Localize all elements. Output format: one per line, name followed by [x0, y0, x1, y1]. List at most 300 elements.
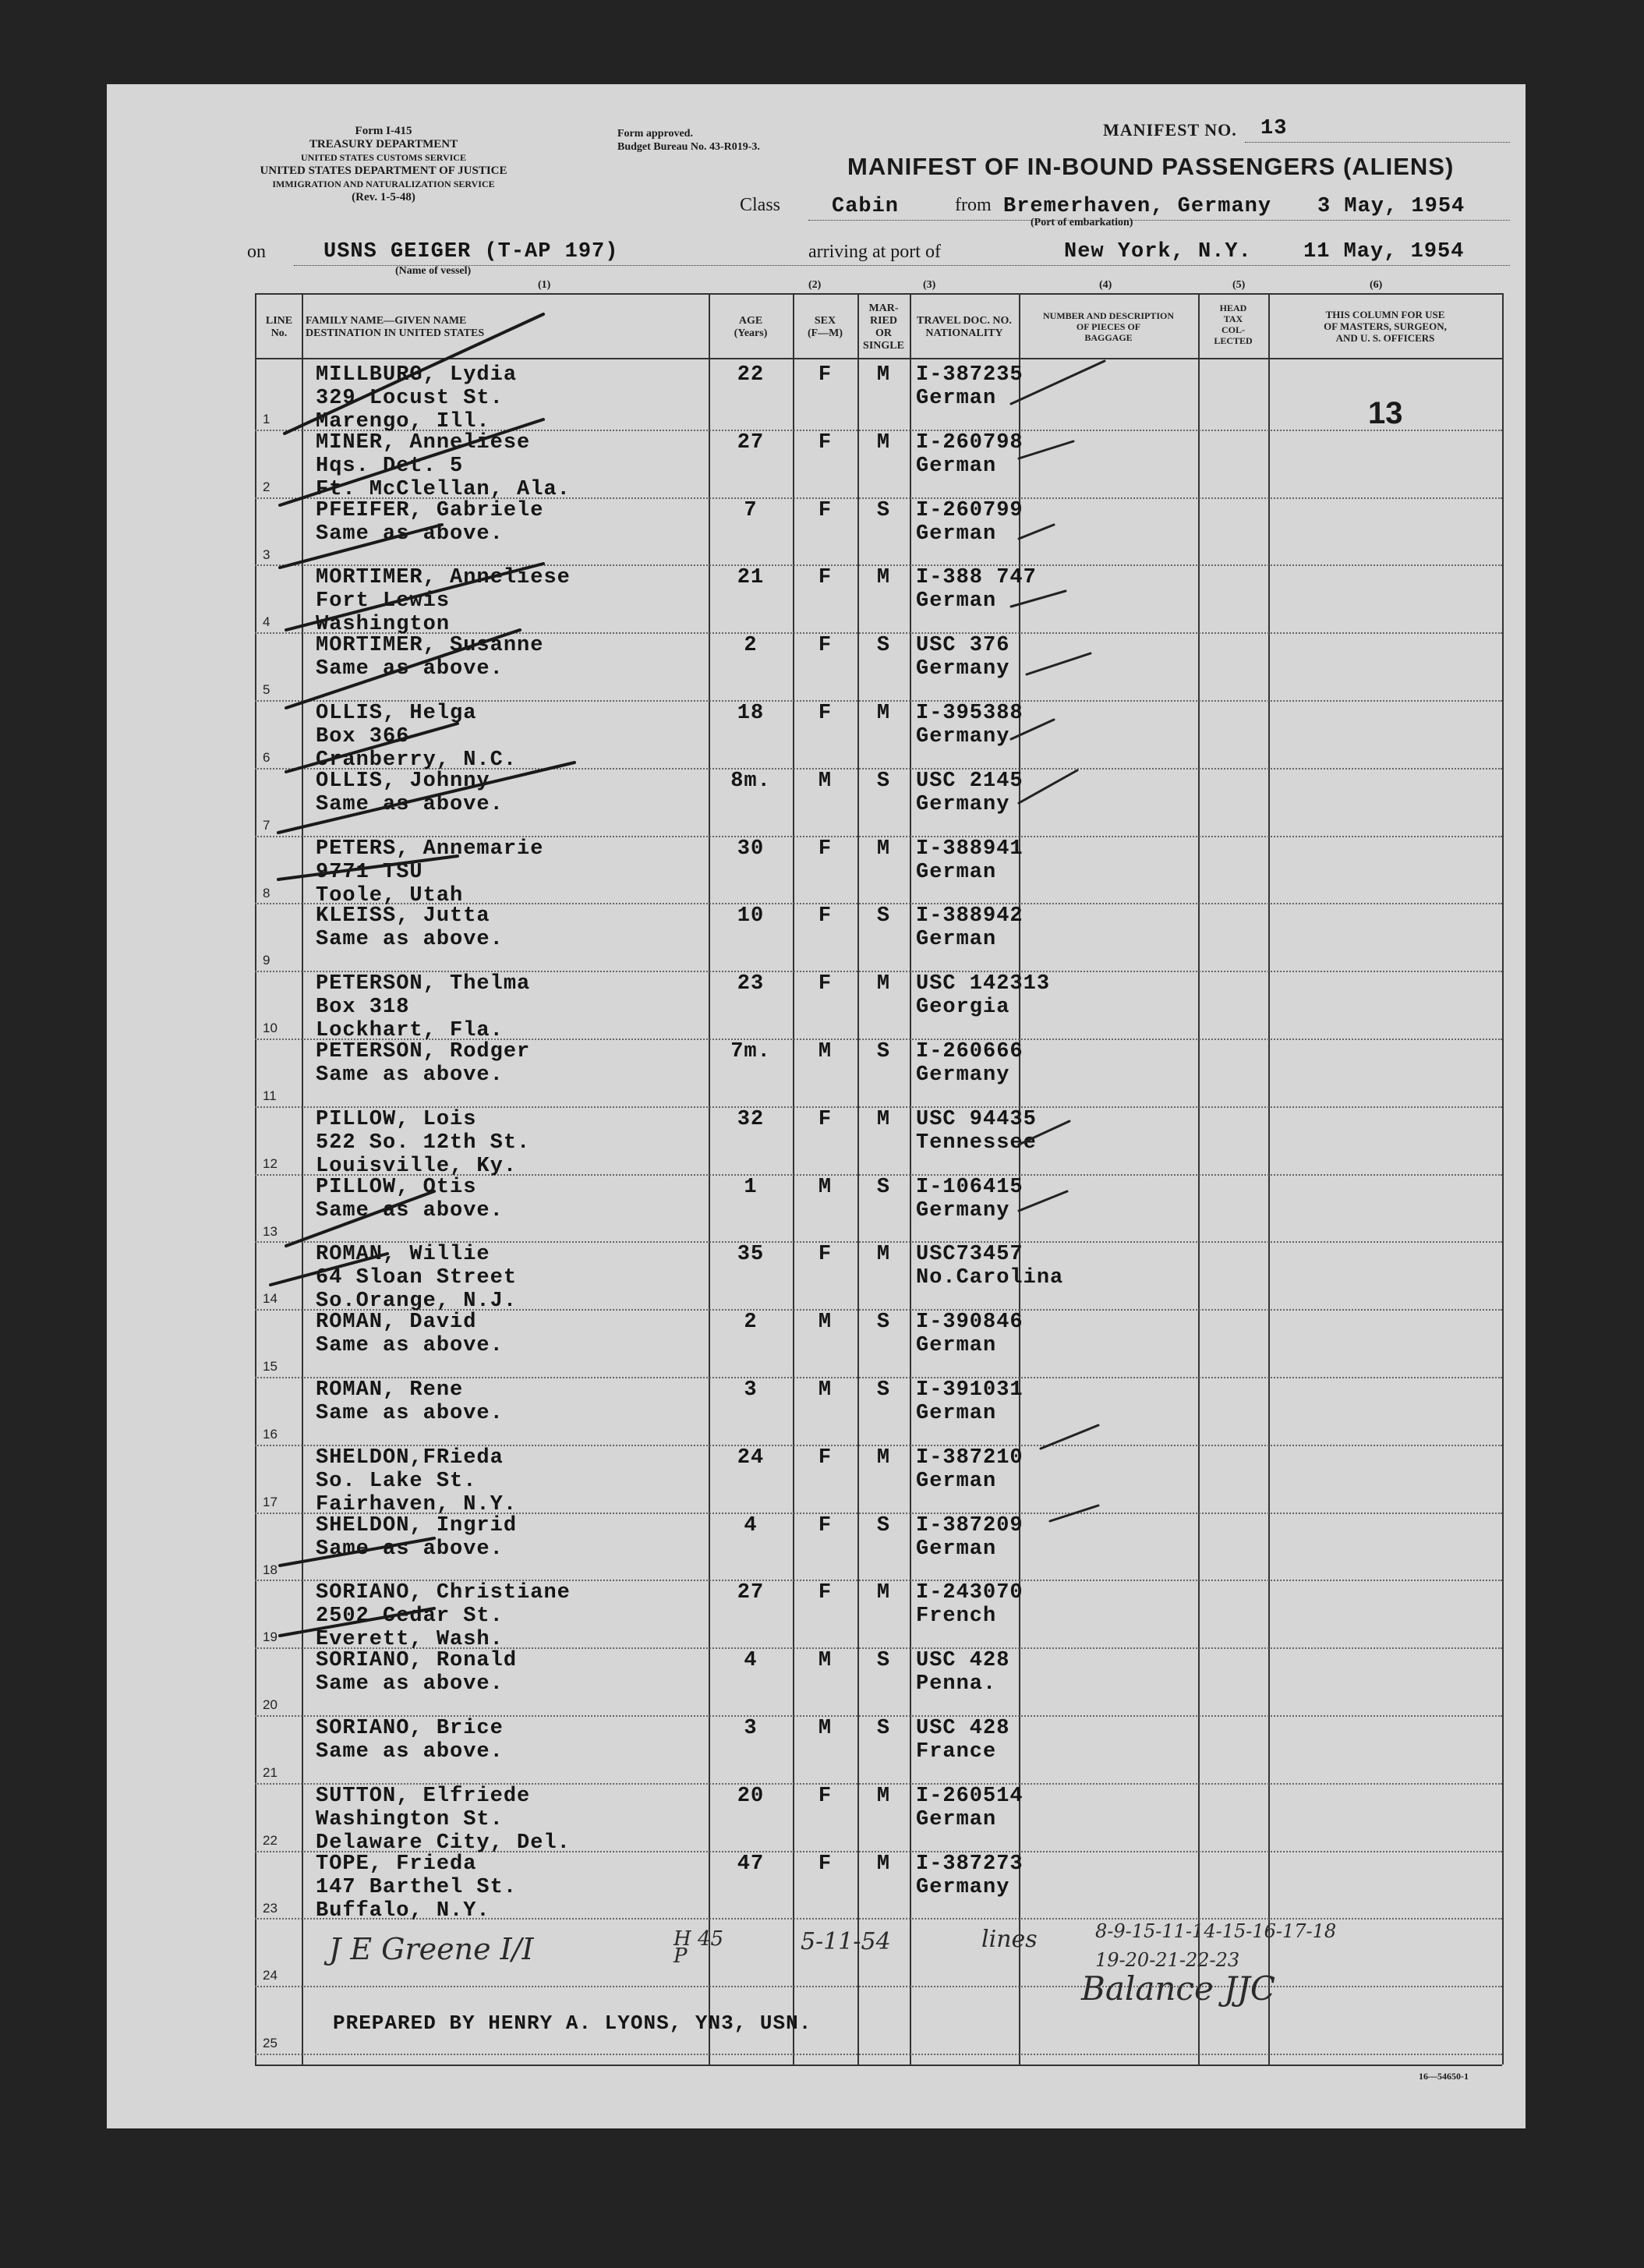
passenger-nationality: German [916, 1807, 997, 1831]
passenger-sex: F [818, 1445, 833, 1470]
passenger-age: 1 [744, 1175, 758, 1199]
on-label: on [247, 242, 266, 262]
passenger-address-1: Same as above. [316, 1537, 504, 1561]
table-row [316, 1108, 530, 1178]
header-married: MAR- RIED OR SINGLE [863, 303, 904, 352]
passenger-travel-doc [916, 634, 1009, 681]
passenger-travel-doc [916, 499, 1024, 546]
passenger-travel-doc [916, 837, 1024, 884]
passenger-address-2: Marengo, Ill. [316, 410, 490, 433]
passenger-nationality: German [916, 1537, 997, 1561]
line-number: 21 [263, 1765, 278, 1780]
passenger-travel-doc [916, 1514, 1024, 1561]
travel-doc-number: I-387235 [916, 363, 1024, 387]
passenger-name: OLLIS, Helga [316, 702, 477, 725]
passenger-nationality: German [916, 860, 997, 884]
passenger-name: PETERSON, Thelma [316, 972, 531, 996]
balance-annotation: Balance JJC [1081, 1969, 1275, 2008]
passenger-address-1: Same as above. [316, 1063, 504, 1087]
table-row [316, 1852, 517, 1923]
passenger-age: 18 [737, 702, 765, 725]
passenger-address-2: Cranberry, N.C. [316, 748, 518, 772]
passenger-nationality: Germany [916, 792, 1010, 816]
manifest-number: 13 [1260, 117, 1288, 140]
header-sex: SEX (F—M) [807, 315, 843, 339]
passenger-address-2: Toole, Utah [316, 883, 464, 908]
passenger-sex: F [818, 1513, 833, 1537]
travel-doc-number: I-260666 [916, 1040, 1024, 1063]
travel-doc-number: I-260798 [916, 430, 1024, 455]
passenger-nationality: Germany [916, 725, 1010, 748]
passenger-nationality: Penna. [916, 1672, 997, 1697]
passenger-travel-doc [916, 1649, 1009, 1696]
passenger-nationality: French [916, 1605, 997, 1629]
passenger-sex: M [818, 769, 833, 793]
passenger-age: 23 [737, 972, 765, 996]
passenger-address-1: 329 Locust St. [316, 387, 504, 410]
line-number: 10 [263, 1021, 278, 1036]
passenger-address-2: Buffalo, N.Y. [316, 1898, 490, 1923]
column-divider [1502, 293, 1504, 2065]
passenger-name: MORTIMER, Anneliese [316, 566, 571, 590]
line-number: 16 [263, 1427, 278, 1442]
passenger-name: SORIANO, Brice [316, 1717, 504, 1740]
passenger-marital: S [876, 498, 891, 522]
line-number: 9 [263, 953, 270, 968]
table-row [316, 837, 543, 908]
passenger-name: ROMAN, Rene [316, 1378, 464, 1402]
header-line-no: LINE No. [265, 315, 293, 339]
passenger-name: MORTIMER, Susanne [316, 634, 544, 658]
travel-doc-number: I-390846 [916, 1311, 1024, 1335]
table-row [316, 904, 504, 951]
travel-doc-number: I-260514 [916, 1784, 1024, 1808]
passenger-name: PILLOW, Lois [316, 1107, 477, 1131]
passenger-sex: F [818, 1852, 833, 1876]
table-row [316, 1514, 517, 1561]
justice-department: UNITED STATES DEPARTMENT OF JUSTICE [260, 165, 507, 177]
passenger-address-2: Ft. McClellan, Ala. [316, 477, 571, 501]
passenger-travel-doc [916, 702, 1024, 748]
passenger-sex: M [818, 1717, 833, 1740]
passenger-address-2: Fairhaven, N.Y. [316, 1492, 518, 1516]
passenger-nationality: France [916, 1740, 997, 1764]
header-head-tax: HEAD TAX COL- LECTED [1214, 303, 1253, 346]
passenger-name: SORIANO, Christiane [316, 1581, 571, 1605]
travel-doc-number: I-388942 [916, 904, 1024, 929]
passenger-name: ROMAN, David [316, 1311, 477, 1335]
passenger-travel-doc [916, 363, 1024, 410]
table-row [316, 1785, 571, 1855]
passenger-name: SORIANO, Ronald [316, 1649, 518, 1673]
passenger-sex: F [818, 498, 833, 522]
passenger-sex: F [818, 566, 833, 590]
passenger-address-2: Louisville, Ky. [316, 1154, 518, 1178]
header-travel-doc: TRAVEL DOC. NO. NATIONALITY [917, 315, 1012, 339]
class-value: Cabin [832, 195, 900, 218]
passenger-address-2: Lockhart, Fla. [316, 1019, 504, 1043]
column-number-3: (3) [923, 279, 936, 291]
embarkation-caption: (Port of embarkation) [1031, 217, 1133, 228]
class-label: Class [740, 195, 781, 215]
table-row [316, 770, 504, 816]
arrival-date: 11 May, 1954 [1303, 240, 1465, 264]
footer-code: 16—54650-1 [1419, 2071, 1469, 2082]
travel-doc-number: I-387273 [916, 1852, 1024, 1876]
line-number: 8 [263, 885, 270, 900]
form-agency-block [239, 125, 528, 204]
line-number: 11 [263, 1088, 277, 1103]
passenger-name: PETERS, Annemarie [316, 837, 544, 861]
passenger-marital: M [876, 1581, 891, 1605]
passenger-nationality: Germany [916, 1063, 1010, 1087]
table-bottom-border [255, 2065, 1502, 2066]
passenger-nationality: Tennessee [916, 1130, 1037, 1155]
passenger-sex: F [818, 1107, 833, 1131]
travel-doc-number: I-391031 [916, 1378, 1024, 1402]
column-divider [1198, 293, 1200, 2065]
departure-date: 3 May, 1954 [1317, 195, 1465, 218]
form-number: Form I-415 [355, 125, 412, 137]
line-number: 12 [263, 1155, 278, 1171]
passenger-marital: S [876, 1040, 891, 1063]
passenger-address-1: Same as above. [316, 1672, 504, 1697]
passenger-address-2: Everett, Wash. [316, 1628, 504, 1652]
passenger-name: SHELDON,FRieda [316, 1445, 504, 1470]
line-number: 1 [263, 412, 270, 426]
passenger-sex: M [818, 1378, 833, 1402]
travel-doc-number: I-243070 [916, 1581, 1024, 1605]
line-number: 24 [263, 1968, 278, 1983]
passenger-address-2: Washington [316, 613, 451, 637]
passenger-name: TOPE, Frieda [316, 1852, 477, 1876]
passenger-nationality: Germany [916, 657, 1010, 681]
line-number: 4 [263, 614, 270, 630]
table-row [316, 1311, 504, 1357]
passenger-travel-doc [916, 566, 1037, 613]
line-number: 23 [263, 1900, 278, 1916]
travel-doc-number: USC 142313 [916, 972, 1051, 996]
passenger-name: SHELDON, Ingrid [316, 1513, 518, 1537]
passenger-travel-doc [916, 1243, 1063, 1290]
travel-doc-number: I-395388 [916, 702, 1024, 725]
passenger-sex: M [818, 1040, 833, 1063]
line-number: 22 [263, 1832, 278, 1848]
passenger-nationality: German [916, 454, 997, 478]
line-number: 17 [263, 1494, 278, 1509]
passenger-travel-doc [916, 1717, 1009, 1764]
passenger-age: 32 [737, 1107, 765, 1131]
customs-service: UNITED STATES CUSTOMS SERVICE [301, 152, 466, 163]
passenger-address-1: 2502 Cedar St. [316, 1605, 504, 1629]
ins-service: IMMIGRATION AND NATURALIZATION SERVICE [272, 179, 495, 189]
row-separator [255, 1986, 1502, 1987]
passenger-nationality: No.Carolina [916, 1266, 1064, 1290]
treasury-department: TREASURY DEPARTMENT [309, 138, 458, 150]
passenger-nationality: Georgia [916, 996, 1010, 1020]
inspector-code: H 45 P [674, 1927, 724, 1968]
passenger-nationality: German [916, 387, 997, 410]
passenger-travel-doc [916, 1852, 1024, 1899]
passenger-sex: F [818, 904, 833, 929]
passenger-name: MILLBURG, Lydia [316, 363, 518, 387]
passenger-age: 2 [744, 1311, 758, 1335]
table-row [316, 1717, 504, 1764]
travel-doc-number: I-387210 [916, 1445, 1024, 1470]
passenger-sex: F [818, 702, 833, 725]
passenger-travel-doc [916, 904, 1024, 951]
travel-doc-number: I-388 747 [916, 566, 1037, 590]
passenger-travel-doc [916, 1581, 1024, 1628]
passenger-age: 27 [737, 1581, 765, 1605]
arriving-label: arriving at port of [808, 242, 941, 262]
passenger-sex: F [818, 1784, 833, 1808]
passenger-age: 10 [737, 904, 765, 929]
passenger-marital: S [876, 1175, 891, 1199]
passenger-address-1: Same as above. [316, 522, 504, 546]
form-approval [617, 127, 760, 154]
passenger-marital: M [876, 430, 891, 455]
column-number-4: (4) [1099, 279, 1112, 291]
passenger-address-1: Same as above. [316, 1402, 504, 1425]
table-row [316, 1649, 517, 1696]
passenger-marital: M [876, 566, 891, 590]
passenger-address-2: Delaware City, Del. [316, 1831, 571, 1855]
passenger-name: OLLIS, Johnny [316, 769, 490, 793]
header-age: AGE (Years) [734, 315, 768, 339]
passenger-age: 27 [737, 430, 765, 455]
line-number: 19 [263, 1629, 278, 1645]
passenger-address-1: 147 Barthel St. [316, 1875, 518, 1899]
passenger-name: PILLOW, Otis [316, 1175, 477, 1199]
line-number: 6 [263, 750, 270, 765]
passenger-sex: F [818, 972, 833, 996]
passenger-sex: F [818, 430, 833, 455]
manifest-title: MANIFEST OF IN-BOUND PASSENGERS (ALIENS) [847, 153, 1455, 180]
arrival-port: New York, N.Y. [1064, 240, 1252, 264]
table-row [316, 566, 571, 636]
passenger-nationality: German [916, 1334, 997, 1358]
passenger-address-1: Same as above. [316, 928, 504, 952]
passenger-address-1: Same as above. [316, 1334, 504, 1358]
passenger-nationality: German [916, 1402, 997, 1425]
travel-doc-number: I-106415 [916, 1175, 1024, 1199]
table-row [316, 634, 543, 681]
table-row [316, 499, 543, 546]
passenger-marital: M [876, 837, 891, 861]
passenger-name: KLEISS, Jutta [316, 904, 490, 929]
line-number: 5 [263, 682, 270, 698]
class-line-underline [808, 220, 1510, 221]
passenger-age: 2 [744, 634, 758, 658]
line-number: 14 [263, 1291, 278, 1307]
passenger-marital: S [876, 1717, 891, 1740]
passenger-address-1: 522 So. 12th St. [316, 1130, 531, 1155]
page-mark: 13 [1368, 396, 1403, 430]
passenger-marital: S [876, 904, 891, 929]
passenger-travel-doc [916, 972, 1050, 1019]
line-number: 25 [263, 2036, 278, 2051]
passenger-name: PETERSON, Rodger [316, 1040, 531, 1063]
passenger-sex: F [818, 363, 833, 387]
column-number-5: (5) [1232, 279, 1246, 291]
passenger-age: 47 [737, 1852, 765, 1876]
table-header-border [255, 358, 1502, 359]
passenger-marital: M [876, 1243, 891, 1267]
passenger-nationality: German [916, 522, 997, 546]
column-divider [255, 293, 256, 2065]
passenger-sex: M [818, 1175, 833, 1199]
passenger-nationality: Germany [916, 1875, 1010, 1899]
line-number: 2 [263, 479, 270, 494]
inspector-initials: J E Greene I/I [329, 1932, 534, 1966]
passenger-address-1: Same as above. [316, 1198, 504, 1222]
column-number-1: (1) [538, 279, 551, 291]
passenger-travel-doc [916, 431, 1024, 478]
passenger-age: 21 [737, 566, 765, 590]
passenger-sex: F [818, 837, 833, 861]
vessel-line-underline [294, 265, 1510, 266]
passenger-nationality: German [916, 1469, 997, 1493]
line-number: 15 [263, 1359, 278, 1375]
passenger-address-1: Fort Lewis [316, 589, 451, 614]
passenger-name: ROMAN, Willie [316, 1243, 490, 1267]
header-officers: THIS COLUMN FOR USE OF MASTERS, SURGEON, AND U. S. OFFICERS [1324, 309, 1447, 344]
passenger-marital: S [876, 1311, 891, 1335]
line-number: 13 [263, 1223, 278, 1239]
travel-doc-number: USC 94435 [916, 1107, 1037, 1131]
manifest-sheet [107, 84, 1526, 2128]
passenger-nationality: Germany [916, 1198, 1010, 1222]
passenger-age: 24 [737, 1445, 765, 1470]
passenger-marital: S [876, 1649, 891, 1673]
passenger-name: MINER, Anneliese [316, 430, 531, 455]
passenger-travel-doc [916, 1785, 1024, 1831]
passenger-sex: M [818, 1311, 833, 1335]
passenger-age: 20 [737, 1784, 765, 1808]
lines-label: lines [981, 1926, 1038, 1953]
passenger-address-1: Washington St. [316, 1807, 504, 1831]
table-top-border [255, 293, 1502, 295]
form-revision: (Rev. 1-5-48) [352, 191, 415, 203]
travel-doc-number: I-260799 [916, 498, 1024, 522]
passenger-travel-doc [916, 1108, 1037, 1155]
manifest-number-underline [1245, 142, 1510, 143]
passenger-travel-doc [916, 770, 1024, 816]
passenger-age: 30 [737, 837, 765, 861]
column-number-2: (2) [808, 279, 822, 291]
vessel-caption: (Name of vessel) [395, 265, 472, 277]
table-row [316, 1378, 504, 1425]
table-row [316, 1176, 504, 1222]
passenger-address-1: Same as above. [316, 792, 504, 816]
line-number: 18 [263, 1562, 278, 1577]
passenger-travel-doc [916, 1040, 1024, 1087]
passenger-marital: M [876, 363, 891, 387]
passenger-address-1: Box 366 [316, 725, 410, 748]
embarkation-port: Bremerhaven, Germany [1003, 195, 1272, 218]
passenger-age: 7m. [730, 1040, 771, 1063]
passenger-sex: F [818, 634, 833, 658]
passenger-address-1: 64 Sloan Street [316, 1266, 518, 1290]
travel-doc-number: I-388941 [916, 837, 1024, 861]
passenger-age: 8m. [730, 769, 771, 793]
passenger-address-1: Hqs. Det. 5 [316, 454, 464, 478]
passenger-marital: S [876, 769, 891, 793]
passenger-marital: M [876, 1107, 891, 1131]
table-row [316, 363, 517, 433]
table-row [316, 972, 530, 1042]
table-row [316, 431, 571, 501]
passenger-address-2: So.Orange, N.J. [316, 1290, 518, 1314]
passenger-name: SUTTON, Elfriede [316, 1784, 531, 1808]
passenger-address-1: So. Lake St. [316, 1469, 477, 1493]
column-divider [1268, 293, 1270, 2065]
inspection-date: 5-11-54 [801, 1928, 891, 1955]
travel-doc-number: I-387209 [916, 1513, 1024, 1537]
passenger-travel-doc [916, 1176, 1024, 1222]
passenger-marital: M [876, 1784, 891, 1808]
passenger-sex: F [818, 1243, 833, 1267]
passenger-address-1: 9771 TSU [316, 860, 423, 884]
line-number: 20 [263, 1697, 278, 1713]
travel-doc-number: USC 376 [916, 634, 1010, 658]
passenger-address-1: Same as above. [316, 657, 504, 681]
passenger-travel-doc [916, 1446, 1024, 1493]
vessel-name: USNS GEIGER (T-AP 197) [323, 240, 619, 264]
passenger-travel-doc [916, 1378, 1024, 1425]
travel-doc-number: USC 2145 [916, 769, 1024, 793]
passenger-marital: M [876, 1445, 891, 1470]
passenger-marital: M [876, 972, 891, 996]
lines-list-1: 8-9-15-11-14-15-16-17-18 [1095, 1920, 1337, 1942]
table-row [316, 1581, 571, 1651]
passenger-age: 4 [744, 1513, 758, 1537]
passenger-name: PFEIFER, Gabriele [316, 498, 544, 522]
passenger-marital: S [876, 1378, 891, 1402]
table-row [316, 702, 517, 772]
passenger-age: 22 [737, 363, 765, 387]
passenger-age: 3 [744, 1717, 758, 1740]
table-row [316, 1243, 517, 1313]
header-name: FAMILY NAME—GIVEN NAME DESTINATION IN UNITED STATES [306, 315, 485, 339]
column-divider [302, 293, 303, 2065]
header-baggage: NUMBER AND DESCRIPTION OF PIECES OF BAGGAGE [1042, 310, 1175, 343]
from-label: from [955, 195, 992, 215]
travel-doc-number: USC73457 [916, 1243, 1024, 1267]
table-row [316, 1446, 517, 1516]
row-separator [255, 2054, 1502, 2055]
passenger-marital: M [876, 702, 891, 725]
line-number: 7 [263, 817, 270, 833]
prepared-by: PREPARED BY HENRY A. LYONS, YN3, USN. [333, 2011, 812, 2035]
approval-line-2: Budget Bureau No. 43-R019-3. [617, 141, 760, 153]
table-row [316, 1040, 530, 1087]
passenger-nationality: German [916, 589, 997, 614]
approval-line-1: Form approved. [617, 128, 693, 140]
lines-list-2: 19-20-21-22-23 [1095, 1949, 1240, 1971]
passenger-nationality: German [916, 928, 997, 952]
passenger-age: 3 [744, 1378, 758, 1402]
manifest-number-label: MANIFEST NO. [1103, 120, 1237, 140]
passenger-age: 35 [737, 1243, 765, 1267]
passenger-address-1: Same as above. [316, 1740, 504, 1764]
travel-doc-number: USC 428 [916, 1717, 1010, 1740]
travel-doc-number: USC 428 [916, 1649, 1010, 1673]
column-divider [910, 293, 911, 2065]
passenger-marital: M [876, 1852, 891, 1876]
column-number-6: (6) [1370, 279, 1383, 291]
